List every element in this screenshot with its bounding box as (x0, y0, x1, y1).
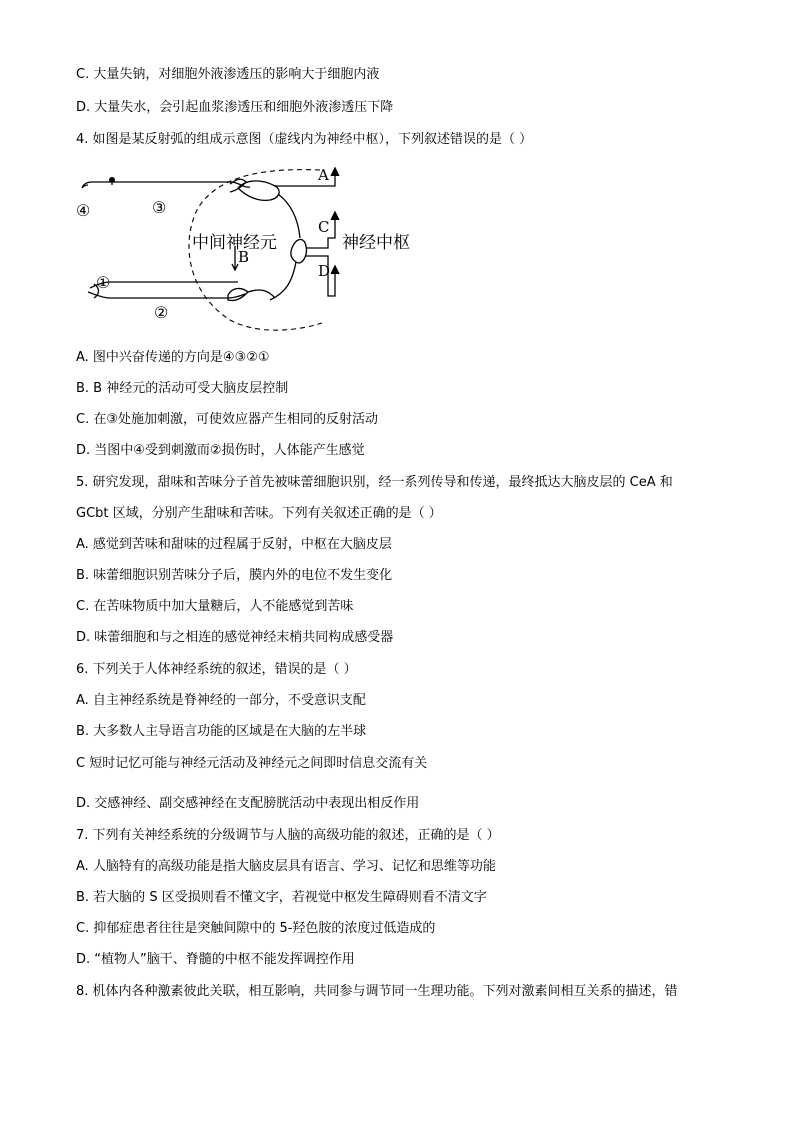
bottom-nerve-fiber (90, 282, 238, 288)
option-5c: C. 在苦味物质中加大量糖后，人不能感觉到苦味 (76, 599, 354, 614)
label-d: D (318, 262, 331, 280)
question-4: 4. 如图是某反射弧的组成示意图（虚线内为神经中枢），下列叙述错误的是（ ） (76, 132, 533, 147)
option-5d: D. 味蕾细胞和与之相连的感觉神经末梢共同构成感受器 (76, 630, 394, 645)
question-5-line1: 5. 研究发现，甜味和苦味分子首先被味蕾细胞识别，经一系列传导和传递，最终抵达大脑皮层的 CeA 和 (76, 475, 673, 490)
option-4c: C. 在③处施加刺激，可使效应器产生相同的反射活动 (76, 412, 378, 427)
label-4: ④ (76, 201, 91, 220)
bottom-synapse (228, 288, 248, 300)
label-interneuron: 中间神经元 (192, 233, 277, 253)
label-a: A (318, 166, 329, 184)
question-5-line2: GCbt 区域，分别产生甜味和苦味。下列有关叙述正确的是（ ） (76, 506, 442, 521)
label-2: ② (154, 303, 169, 322)
label-1: ① (96, 273, 111, 292)
option-4b: B. B 神经元的活动可受大脑皮层控制 (76, 381, 289, 396)
option-7c: C. 抑郁症患者往往是突触间隙中的 5-羟色胺的浓度过低造成的 (76, 921, 436, 936)
label-b: B (238, 248, 250, 266)
option-6c: C 短时记忆可能与神经元活动及神经元之间即时信息交流有关 (76, 756, 428, 771)
label-3: ③ (152, 198, 167, 217)
reflex-arc-diagram (70, 158, 430, 334)
option-5b: B. 味蕾细胞识别苦味分子后，膜内外的电位不发生变化 (76, 568, 393, 583)
option-5a: A. 感觉到苦味和甜味的过程属于反射，中枢在大脑皮层 (76, 537, 392, 552)
option-7a: A. 人脑特有的高级功能是指大脑皮层具有语言、学习、记忆和思维等功能 (76, 859, 496, 874)
option-7d: D. “植物人”脑干、脊髓的中枢不能发挥调控作用 (76, 952, 355, 967)
label-nerve-center: 神经中枢 (342, 233, 410, 253)
top-nerve-fiber (82, 182, 250, 188)
question-6: 6. 下列关于人体神经系统的叙述，错误的是（ ） (76, 662, 357, 677)
label-c: C (318, 218, 330, 236)
option-4a: A. 图中兴奋传递的方向是④③②① (76, 350, 270, 365)
middle-neuron (291, 239, 307, 262)
line-d-water: D. 大量失水，会引起血浆渗透压和细胞外液渗透压下降 (76, 100, 394, 115)
top-neuron (238, 181, 279, 200)
question-8: 8. 机体内各种激素彼此关联，相互影响，共同参与调节同一生理功能。下列对激素间相互关系的描述，错 (76, 984, 678, 999)
option-6b: B. 大多数人主导语言功能的区域是在大脑的左半球 (76, 724, 367, 739)
option-4d: D. 当图中④受到刺激而②损伤时，人体能产生感觉 (76, 443, 365, 458)
option-6d: D. 交感神经、副交感神经在支配膀胱活动中表现出相反作用 (76, 796, 420, 811)
line-c-sodium: C. 大量失钠，对细胞外液渗透压的影响大于细胞内液 (76, 67, 380, 82)
question-7: 7. 下列有关神经系统的分级调节与人脑的高级功能的叙述，正确的是（ ） (76, 828, 500, 843)
option-7b: B. 若大脑的 S 区受损则看不懂文字，若视觉中枢发生障碍则看不清文字 (76, 890, 487, 905)
option-6a: A. 自主神经系统是脊神经的一部分，不受意识支配 (76, 693, 366, 708)
